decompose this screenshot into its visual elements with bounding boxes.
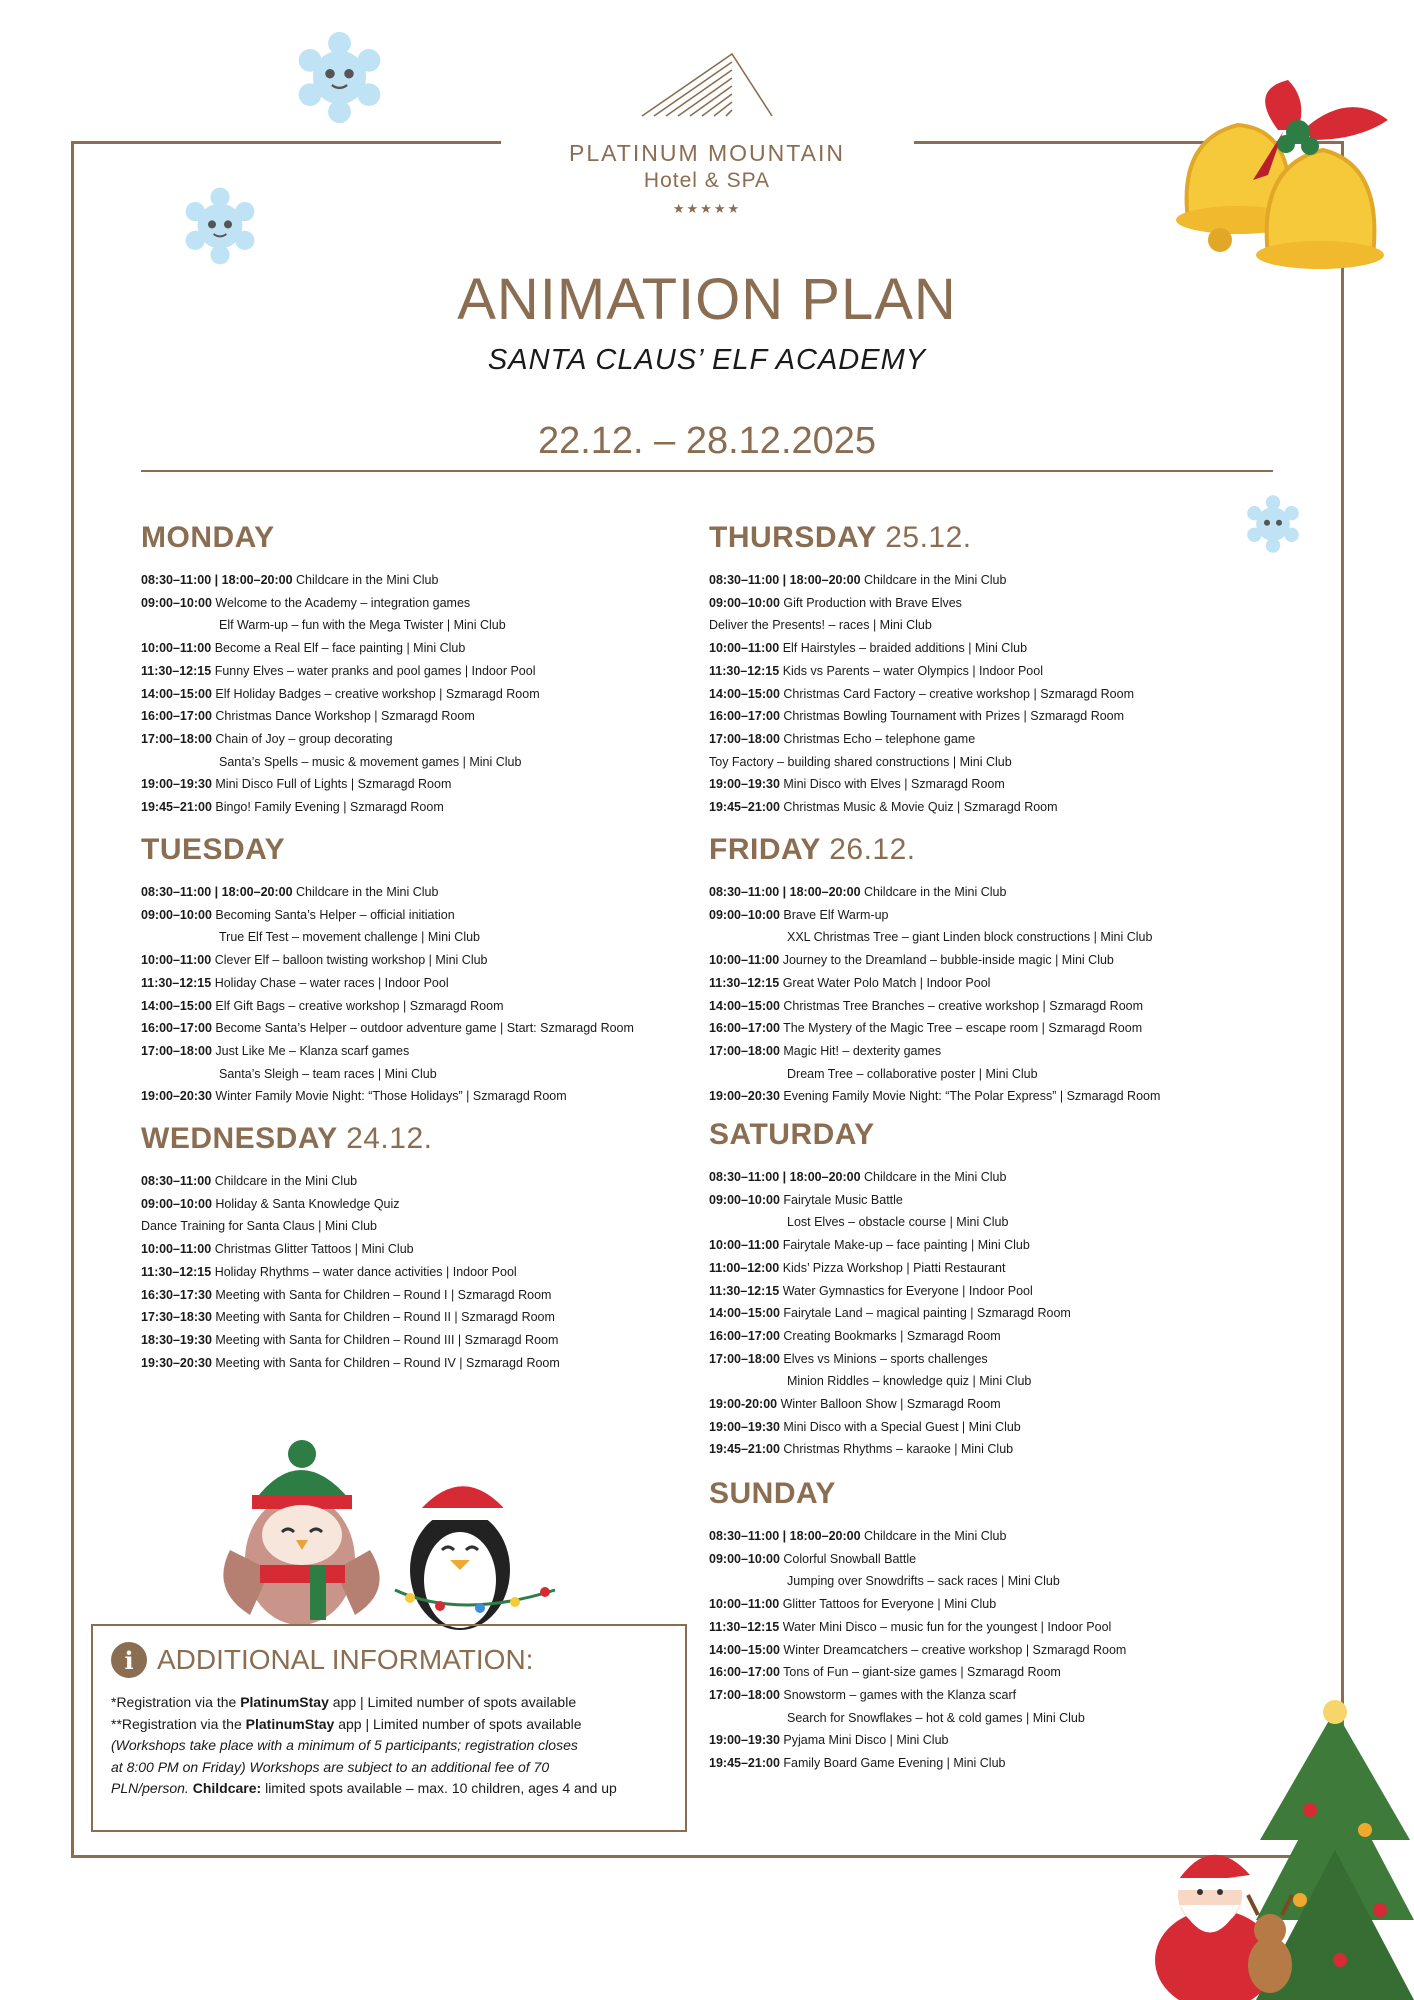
snowflake-icon (292, 30, 387, 125)
hotel-subtitle: Hotel & SPA (643, 169, 771, 192)
event-description: Creating Bookmarks | Szmaragd Room (783, 1328, 1001, 1343)
event-row (141, 683, 701, 706)
event-row (709, 1752, 1269, 1775)
event-description: Journey to the Dreamland – bubble-inside magic | Mini Club (782, 953, 1114, 968)
event-time: 17:00–18:00 (709, 731, 780, 746)
event-description: Funny Elves – water pranks and pool games | Indoor Pool (214, 663, 536, 678)
event-time: 19:00–19:30 (709, 1419, 780, 1434)
event-time: 19:30–20:30 (141, 1355, 212, 1370)
hotel-logo (557, 52, 857, 217)
info-registration-2: **Registration via the PlatinumStay app | Limited number of spots available (111, 1715, 582, 1732)
info-workshop-note: (Workshops take place with a minimum of 5 participants; registration closes at 8:00 PM on Friday) Workshops are subject to an additional fee of 70 PLN/person. Childcare: limited spots available – max. 10 children, ages 4 and up (111, 1737, 617, 1796)
childcare-label: Childcare: (192, 1780, 262, 1796)
day-section-tuesday (141, 833, 701, 1108)
additional-info-heading (111, 1642, 667, 1678)
event-description: Great Water Polo Match | Indoor Pool (782, 975, 991, 990)
event-row (709, 569, 1269, 592)
event-description: Elf Holiday Badges – creative workshop | Szmaragd Room (215, 686, 540, 701)
event-time: 11:30–12:15 (709, 975, 780, 990)
event-time: 08:30–11:00 (141, 1174, 212, 1188)
event-row (709, 773, 1269, 796)
event-row (709, 972, 1269, 995)
event-description: Jumping over Snowdrifts – sack races | Mini Club (787, 1574, 1060, 1589)
event-time: 17:00–18:00 (141, 1043, 212, 1058)
event-description: Christmas Card Factory – creative workshop | Szmaragd Room (783, 686, 1134, 701)
event-time: 09:00–10:00 (141, 907, 212, 922)
event-time: 10:00–11:00 (141, 641, 212, 656)
event-time: 08:30–11:00 | 18:00–20:00 (709, 1529, 861, 1543)
event-row (141, 569, 701, 592)
event-time: 14:00–15:00 (709, 686, 780, 701)
event-time: 16:30–17:30 (141, 1287, 212, 1302)
day-heading: FRIDAY 26.12. (709, 833, 916, 866)
event-description: Santa’s Spells – music & movement games | Mini Club (219, 754, 522, 769)
event-row (709, 1370, 1269, 1393)
event-row (141, 614, 701, 637)
event-list (141, 1170, 701, 1374)
event-row (141, 904, 701, 927)
day-heading: SATURDAY (709, 1118, 875, 1151)
event-description: Christmas Music & Movie Quiz | Szmaragd Room (783, 800, 1058, 815)
event-description: Bingo! Family Evening | Szmaragd Room (215, 800, 444, 815)
day-section-friday (709, 833, 1269, 1108)
event-description: Glitter Tattoos for Everyone | Mini Club (782, 1597, 997, 1612)
day-section-saturday (709, 1118, 1269, 1461)
event-time: 11:30–12:15 (141, 975, 212, 990)
event-row (141, 592, 701, 615)
event-row (709, 1593, 1269, 1616)
day-section-thursday (709, 521, 1269, 819)
event-row (709, 637, 1269, 660)
frame-border-right (1341, 141, 1344, 1858)
event-row (709, 1211, 1269, 1234)
day-heading: WEDNESDAY 24.12. (141, 1122, 433, 1155)
event-time: 19:00–20:30 (709, 1089, 780, 1104)
event-description: Christmas Tree Branches – creative workshop | Szmaragd Room (783, 998, 1144, 1013)
event-row (709, 728, 1269, 751)
event-row (141, 926, 701, 949)
page-title: ANIMATION PLAN (457, 267, 957, 332)
event-time: 19:45–21:00 (709, 800, 780, 815)
event-row (141, 660, 701, 683)
event-row (709, 1729, 1269, 1752)
info-icon: i (111, 1642, 147, 1678)
event-row (141, 705, 701, 728)
event-time: 16:00–17:00 (709, 1328, 780, 1343)
event-description: Becoming Santa’s Helper – official initiation (215, 907, 455, 922)
event-time: 14:00–15:00 (141, 998, 212, 1013)
event-description: Just Like Me – Klanza scarf games (215, 1043, 410, 1058)
event-description: Childcare in the Mini Club (864, 1170, 1007, 1184)
event-row (141, 1063, 701, 1086)
title-divider (141, 470, 1273, 472)
event-description: The Mystery of the Magic Tree – escape room | Szmaragd Room (783, 1021, 1143, 1036)
event-time: 18:30–19:30 (141, 1332, 212, 1347)
event-time: 19:00-20:00 (709, 1397, 778, 1412)
event-row (709, 1280, 1269, 1303)
event-description: Elves vs Minions – sports challenges (783, 1351, 988, 1366)
event-row (709, 751, 1269, 774)
info-registration-1: *Registration via the PlatinumStay app | Limited number of spots available (111, 1694, 577, 1710)
event-time: 10:00–11:00 (141, 953, 212, 968)
event-row (141, 1085, 701, 1108)
day-section-monday (141, 521, 701, 819)
event-description: Become Santa’s Helper – outdoor adventure game | Start: Szmaragd Room (215, 1021, 634, 1036)
event-description: Santa’s Sleigh – team races | Mini Club (219, 1066, 437, 1081)
event-time: 11:30–12:15 (709, 1283, 780, 1298)
event-time: 19:00–19:30 (709, 777, 780, 792)
event-description: Become a Real Elf – face painting | Mini Club (214, 641, 466, 656)
event-description: Water Gymnastics for Everyone | Indoor Pool (782, 1283, 1033, 1298)
event-time: 09:00–10:00 (709, 1192, 780, 1207)
event-row (709, 660, 1269, 683)
event-row (709, 1348, 1269, 1371)
event-row (141, 1040, 701, 1063)
event-description: Christmas Dance Workshop | Szmaragd Room (215, 709, 475, 724)
hotel-brand-name: PLATINUM MOUNTAIN (569, 140, 845, 166)
event-time: 09:00–10:00 (141, 1196, 212, 1211)
additional-info-box (91, 1624, 687, 1832)
event-time: 10:00–11:00 (709, 953, 780, 968)
mountain-logo-icon (637, 52, 777, 118)
event-description: Pyjama Mini Disco | Mini Club (783, 1733, 949, 1748)
event-row (141, 949, 701, 972)
event-time: 19:00–20:30 (141, 1089, 212, 1104)
event-row (141, 796, 701, 819)
app-name: PlatinumStay (245, 1715, 335, 1732)
event-time: 16:00–17:00 (709, 709, 780, 724)
event-row (709, 949, 1269, 972)
event-row (709, 614, 1269, 637)
event-time: 16:00–17:00 (709, 1021, 780, 1036)
event-description: Childcare in the Mini Club (296, 573, 439, 587)
event-row (709, 1325, 1269, 1348)
event-row (141, 1215, 701, 1238)
event-row (141, 1261, 701, 1284)
event-row (709, 1040, 1269, 1063)
event-row (141, 1193, 701, 1216)
event-time: 19:00–19:30 (709, 1733, 780, 1748)
event-row (141, 728, 701, 751)
event-row (141, 1170, 701, 1193)
event-description: Childcare in the Mini Club (296, 885, 439, 899)
snowflake-icon (180, 186, 260, 266)
event-list (709, 1166, 1269, 1461)
event-row (141, 972, 701, 995)
event-time: 09:00–10:00 (141, 595, 212, 610)
event-row (709, 796, 1269, 819)
event-time: 16:00–17:00 (141, 1021, 212, 1036)
event-description: Winter Balloon Show | Szmaragd Room (780, 1397, 1001, 1412)
event-row (141, 1238, 701, 1261)
christmas-bells-icon (1158, 70, 1394, 290)
event-time: 16:00–17:00 (709, 1665, 780, 1680)
day-heading: TUESDAY (141, 833, 286, 866)
event-row (141, 881, 701, 904)
event-description: Welcome to the Academy – integration games (215, 595, 471, 610)
event-row (709, 1570, 1269, 1593)
event-row (141, 637, 701, 660)
event-description: Childcare in the Mini Club (864, 573, 1007, 587)
event-time: 17:00–18:00 (141, 731, 212, 746)
additional-info-title: ADDITIONAL INFORMATION: (157, 1644, 534, 1675)
event-description: Elf Gift Bags – creative workshop | Szmaragd Room (215, 998, 504, 1013)
event-time: 11:30–12:15 (709, 663, 780, 678)
frame-border-left (71, 141, 74, 1858)
event-row (709, 592, 1269, 615)
event-description: Snowstorm – games with the Klanza scarf (783, 1687, 1017, 1702)
event-list (709, 1525, 1269, 1775)
date-range: 22.12. – 28.12.2025 (537, 420, 877, 462)
event-description: Kids’ Pizza Workshop | Piatti Restaurant (782, 1260, 1006, 1275)
event-row (709, 1063, 1269, 1086)
event-row (709, 1661, 1269, 1684)
event-row (141, 995, 701, 1018)
event-row (141, 1284, 701, 1307)
event-time: 16:00–17:00 (141, 709, 212, 724)
event-list (709, 569, 1269, 819)
event-row (709, 683, 1269, 706)
app-name: PlatinumStay (240, 1694, 329, 1710)
event-row (709, 1707, 1269, 1730)
event-row (709, 1257, 1269, 1280)
event-row (709, 1639, 1269, 1662)
event-description: Childcare in the Mini Club (864, 1529, 1007, 1543)
event-row (141, 1329, 701, 1352)
event-row (709, 926, 1269, 949)
day-heading: MONDAY (141, 521, 275, 554)
event-description: Dance Training for Santa Claus | Mini Club (141, 1219, 377, 1234)
event-description: Evening Family Movie Night: “The Polar Express” | Szmaragd Room (783, 1089, 1161, 1104)
event-row (709, 1684, 1269, 1707)
event-description: Elf Hairstyles – braided additions | Mini Club (782, 641, 1028, 656)
event-description: Winter Family Movie Night: “Those Holidays” | Szmaragd Room (215, 1089, 567, 1104)
event-time: 19:45–21:00 (709, 1756, 780, 1771)
event-description: Christmas Glitter Tattoos | Mini Club (214, 1242, 414, 1257)
event-time: 19:45–21:00 (709, 1442, 780, 1457)
event-time: 08:30–11:00 | 18:00–20:00 (709, 1170, 861, 1184)
event-row (709, 1416, 1269, 1439)
event-description: Meeting with Santa for Children – Round III | Szmaragd Room (215, 1332, 559, 1347)
event-description: XXL Christmas Tree – giant Linden block constructions | Mini Club (787, 930, 1153, 945)
day-section-sunday (709, 1477, 1269, 1775)
event-time: 11:30–12:15 (709, 1619, 780, 1634)
event-row (709, 1525, 1269, 1548)
page-subtitle: SANTA CLAUS’ ELF ACADEMY (487, 344, 927, 376)
event-row (709, 1166, 1269, 1189)
day-heading: SUNDAY (709, 1477, 836, 1510)
event-time: 14:00–15:00 (709, 1642, 780, 1657)
event-time: 09:00–10:00 (709, 1551, 780, 1566)
event-description: Brave Elf Warm-up (783, 907, 889, 922)
event-time: 08:30–11:00 | 18:00–20:00 (709, 573, 861, 587)
event-description: Meeting with Santa for Children – Round I | Szmaragd Room (215, 1287, 552, 1302)
event-description: Water Mini Disco – music fun for the youngest | Indoor Pool (782, 1619, 1112, 1634)
event-time: 19:00–19:30 (141, 777, 212, 792)
hotel-star-rating: ★★★★★ (672, 201, 742, 216)
event-description: Christmas Rhythms – karaoke | Mini Club (783, 1442, 1014, 1457)
event-list (141, 569, 701, 819)
event-description: Christmas Bowling Tournament with Prizes | Szmaragd Room (783, 709, 1125, 724)
event-row (709, 904, 1269, 927)
event-time: 08:30–11:00 | 18:00–20:00 (141, 885, 293, 899)
event-description: Minion Riddles – knowledge quiz | Mini Club (787, 1374, 1032, 1389)
event-time: 08:30–11:00 | 18:00–20:00 (709, 885, 861, 899)
event-time: 19:45–21:00 (141, 800, 212, 815)
event-time: 11:00–12:00 (709, 1260, 780, 1275)
event-time: 09:00–10:00 (709, 595, 780, 610)
event-row (709, 1548, 1269, 1571)
event-description: Meeting with Santa for Children – Round IV | Szmaragd Room (215, 1355, 560, 1370)
event-row (141, 1306, 701, 1329)
event-description: Mini Disco with a Special Guest | Mini Club (783, 1419, 1021, 1434)
event-time: 10:00–11:00 (709, 1238, 780, 1253)
event-row (709, 1189, 1269, 1212)
event-description: Fairytale Music Battle (783, 1192, 903, 1207)
event-description: Search for Snowflakes – hot & cold games | Mini Club (787, 1710, 1085, 1725)
event-description: Christmas Echo – telephone game (783, 731, 976, 746)
event-description: Holiday Rhythms – water dance activities | Indoor Pool (214, 1264, 517, 1279)
event-description: Kids vs Parents – water Olympics | Indoor Pool (782, 663, 1043, 678)
owl-and-penguin-illustration (210, 1440, 570, 1630)
event-description: Dream Tree – collaborative poster | Mini Club (787, 1066, 1038, 1081)
event-row (709, 1438, 1269, 1461)
event-time: 11:30–12:15 (141, 663, 212, 678)
event-description: Magic Hit! – dexterity games (783, 1043, 942, 1058)
event-description: Mini Disco Full of Lights | Szmaragd Room (215, 777, 452, 792)
event-row (709, 1616, 1269, 1639)
event-row (709, 705, 1269, 728)
event-description: Childcare in the Mini Club (864, 885, 1007, 899)
event-row (141, 1017, 701, 1040)
event-description: Deliver the Presents! – races | Mini Club (709, 618, 932, 633)
day-heading: THURSDAY 25.12. (709, 521, 972, 554)
event-time: 17:30–18:30 (141, 1310, 212, 1325)
event-description: Fairytale Make-up – face painting | Mini Club (782, 1238, 1030, 1253)
event-time: 17:00–18:00 (709, 1687, 780, 1702)
event-row (141, 1352, 701, 1375)
event-description: Toy Factory – building shared constructions | Mini Club (709, 754, 1012, 769)
event-description: Gift Production with Brave Elves (783, 595, 962, 610)
event-time: 11:30–12:15 (141, 1264, 212, 1279)
event-list (709, 881, 1269, 1108)
day-section-wednesday (141, 1122, 701, 1374)
event-description: True Elf Test – movement challenge | Mini Club (219, 930, 481, 945)
event-description: Elf Warm-up – fun with the Mega Twister | Mini Club (219, 618, 506, 633)
event-description: Chain of Joy – group decorating (215, 731, 393, 746)
frame-border-top-left (71, 141, 501, 144)
event-description: Clever Elf – balloon twisting workshop | Mini Club (214, 953, 488, 968)
event-list (141, 881, 701, 1108)
event-description: Colorful Snowball Battle (783, 1551, 917, 1566)
event-description: Holiday Chase – water races | Indoor Pool (214, 975, 449, 990)
event-row (709, 1302, 1269, 1325)
event-row (709, 881, 1269, 904)
event-description: Tons of Fun – giant-size games | Szmaragd Room (783, 1665, 1061, 1680)
event-row (709, 1234, 1269, 1257)
event-description: Lost Elves – obstacle course | Mini Club (787, 1215, 1009, 1230)
event-row (709, 1017, 1269, 1040)
event-time: 10:00–11:00 (709, 1597, 780, 1612)
event-description: Holiday & Santa Knowledge Quiz (215, 1196, 400, 1211)
event-time: 14:00–15:00 (709, 998, 780, 1013)
event-time: 10:00–11:00 (709, 641, 780, 656)
event-description: Fairytale Land – magical painting | Szmaragd Room (783, 1306, 1071, 1321)
event-description: Winter Dreamcatchers – creative workshop | Szmaragd Room (783, 1642, 1127, 1657)
event-time: 09:00–10:00 (709, 907, 780, 922)
event-time: 17:00–18:00 (709, 1043, 780, 1058)
event-description: Mini Disco with Elves | Szmaragd Room (783, 777, 1005, 792)
event-row (709, 1085, 1269, 1108)
event-time: 10:00–11:00 (141, 1242, 212, 1257)
event-time: 14:00–15:00 (709, 1306, 780, 1321)
event-description: Meeting with Santa for Children – Round II | Szmaragd Room (215, 1310, 555, 1325)
event-row (709, 995, 1269, 1018)
event-time: 17:00–18:00 (709, 1351, 780, 1366)
event-row (141, 773, 701, 796)
event-row (141, 751, 701, 774)
event-time: 14:00–15:00 (141, 686, 212, 701)
event-description: Family Board Game Evening | Mini Club (783, 1756, 1006, 1771)
event-description: Childcare in the Mini Club (214, 1174, 358, 1188)
event-row (709, 1393, 1269, 1416)
event-time: 08:30–11:00 | 18:00–20:00 (141, 573, 293, 587)
